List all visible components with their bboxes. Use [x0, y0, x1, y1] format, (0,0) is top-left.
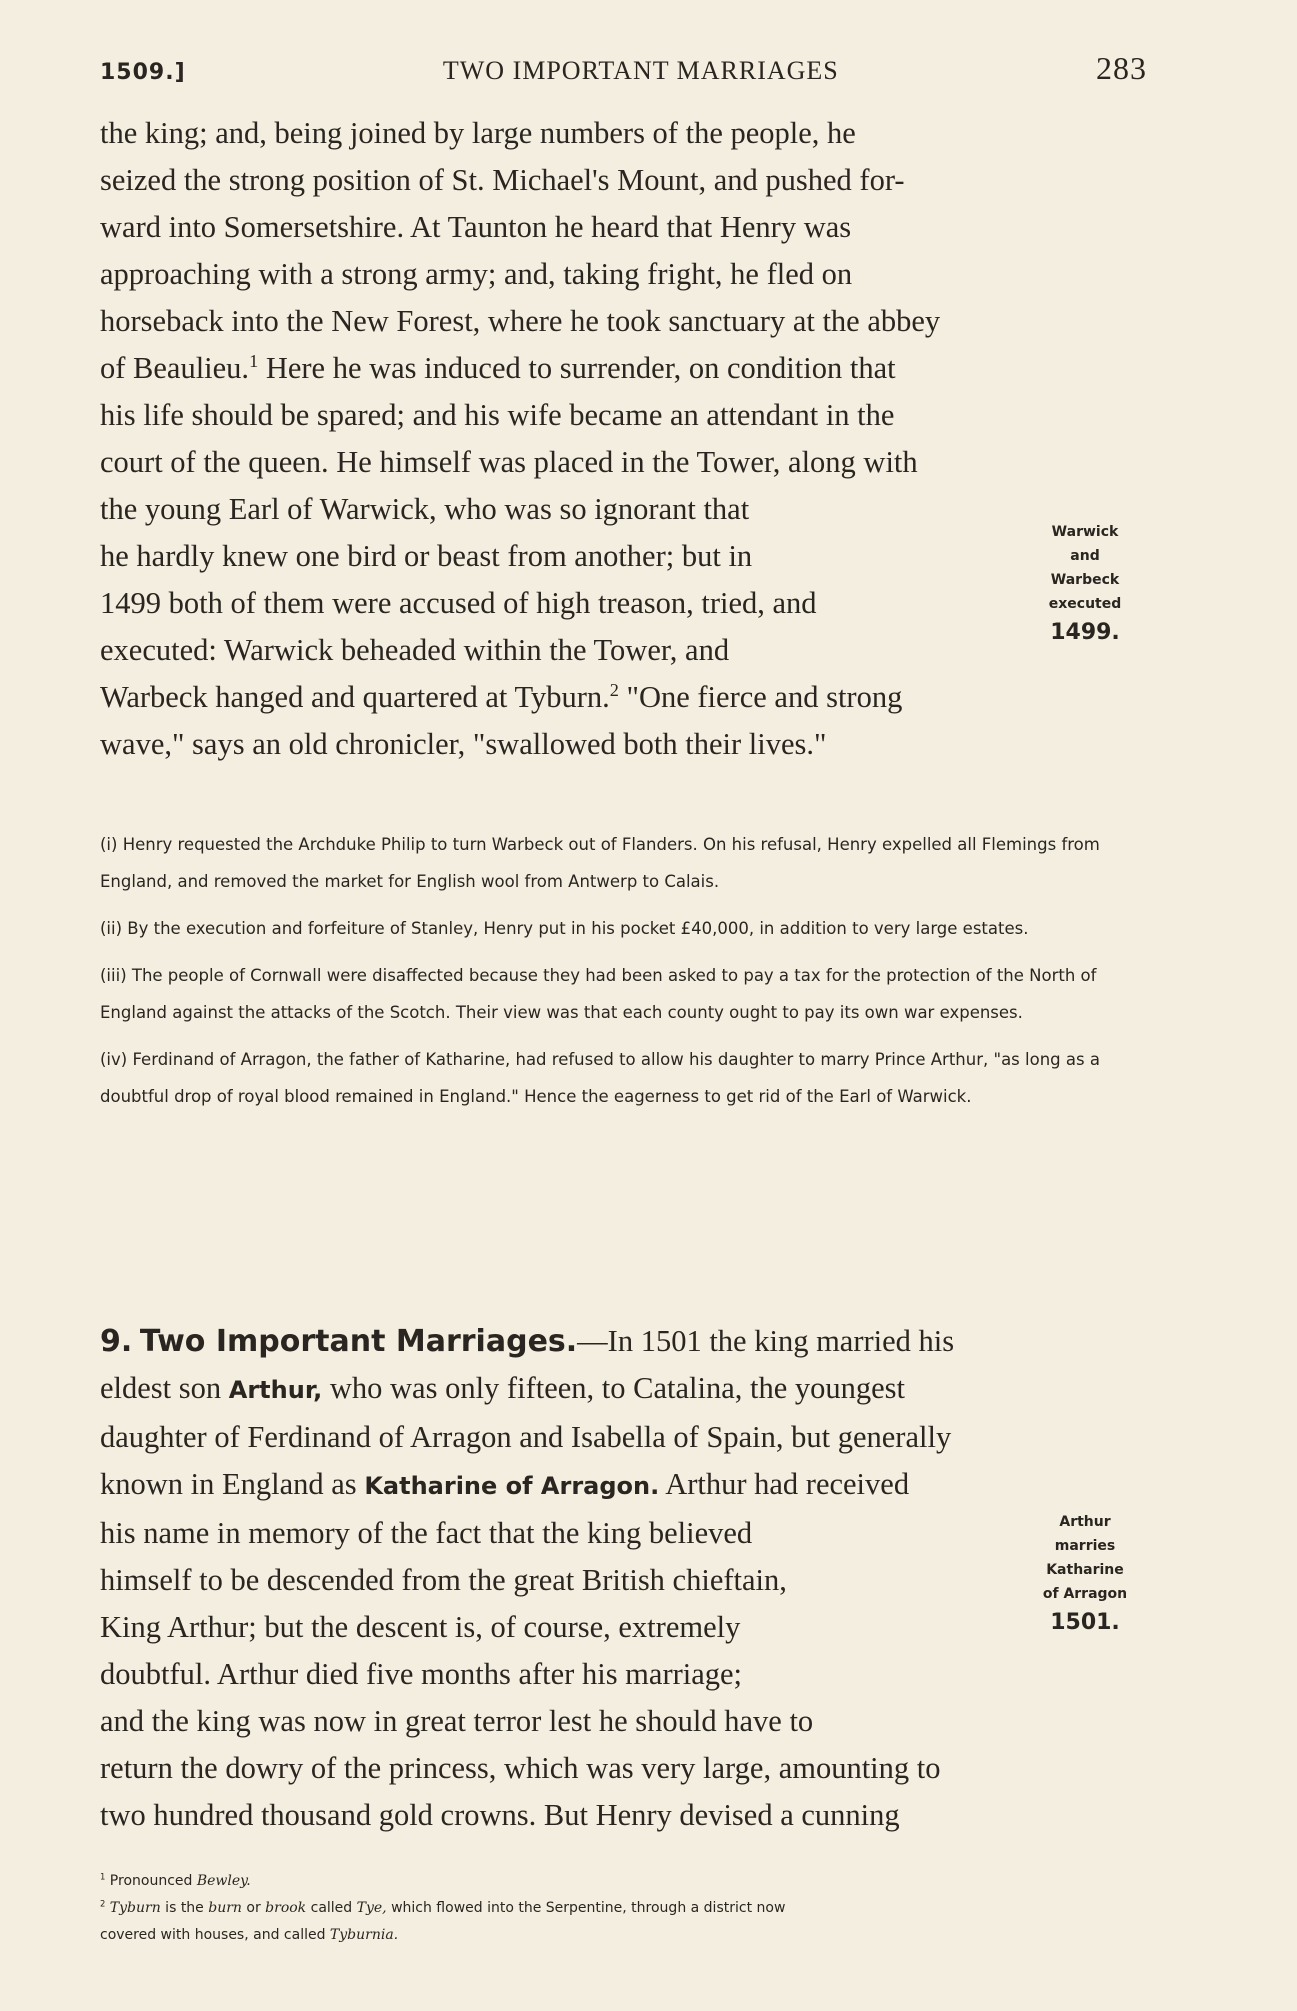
footnote-italic: Tyburn [109, 1900, 161, 1916]
running-head [100, 50, 1147, 87]
text-line: two hundred thousand gold crowns. But Henry devised a cunning [100, 1798, 900, 1832]
text-line [100, 1461, 1140, 1510]
margin-note-line: Warbeck [1050, 572, 1120, 588]
margin-note-line: of Arragon [1042, 1586, 1128, 1602]
footnote-number: 1 [100, 1871, 106, 1882]
text-fragment: Warbeck hanged and quartered at Tyburn. [100, 680, 610, 714]
margin-note-year: 1501. [1050, 1610, 1120, 1635]
text-line: return the dowry of the princess, which was very large, amounting to [100, 1751, 941, 1785]
footnote-2-cont [100, 1922, 1140, 1949]
margin-note-year: 1499. [1050, 620, 1120, 645]
header-title: TWO IMPORTANT MARRIAGES [442, 56, 839, 85]
name-arthur: Arthur, [228, 1376, 323, 1404]
text-line [100, 345, 1140, 392]
footnote-italic: Tye, [356, 1900, 387, 1916]
footnote-1 [100, 1868, 1140, 1895]
text-line: the king; and, being joined by large numbers of the people, he [100, 116, 856, 150]
section-title: Two Important Marriages. [139, 1324, 578, 1359]
text-line: his life should be spared; and his wife became an attendant in the [100, 398, 895, 432]
paragraph-1 [100, 110, 1140, 768]
margin-note-line: marries [1054, 1538, 1116, 1554]
section-number: 9. [100, 1324, 133, 1359]
footnote-ref-1: 1 [249, 350, 259, 371]
text-fragment: eldest son [100, 1371, 229, 1405]
text-line: King Arthur; but the descent is, of course, extremely [100, 1610, 741, 1644]
footnote-italic: Bewley. [196, 1873, 251, 1889]
text-fragment: "One fierce and strong [618, 680, 903, 714]
text-fragment: who was only fifteen, to Catalina, the youngest [322, 1371, 906, 1405]
footnote-number: 2 [100, 1898, 106, 1909]
note-item: (ii) By the execution and forfeiture of Stanley, Henry put in his pocket £40,000, in addition to very large estates. [100, 919, 1029, 938]
footnote-text: which flowed into the Serpentine, through a district now [386, 1900, 786, 1916]
notes-block [100, 826, 1140, 1125]
footnote-text: is the [160, 1900, 209, 1916]
footnote-2 [100, 1895, 1140, 1922]
text-line [100, 1318, 1140, 1365]
margin-note-line: Arthur [1059, 1514, 1111, 1530]
text-line: daughter of Ferdinand of Arragon and Isabella of Spain, but generally [100, 1420, 952, 1454]
footnote-italic: brook [265, 1900, 307, 1916]
text-line [100, 1365, 1140, 1414]
note-item: (iv) Ferdinand of Arragon, the father of Katharine, had refused to allow his daughter to marry Prince Arthur, "as long as a doubtful drop of royal blood remained in England." Hence the eagerness to get rid of the Earl of Warwick. [100, 1050, 1100, 1106]
text-line: himself to be descended from the great British chieftain, [100, 1563, 787, 1597]
footnote-text: Pronounced [109, 1873, 197, 1889]
text-fragment: Arthur had received [659, 1467, 910, 1501]
text-fragment: of Beaulieu. [100, 351, 250, 385]
text-fragment: —In 1501 the king married his [577, 1324, 955, 1358]
text-line: and the king was now in great terror lest he should have to [100, 1704, 814, 1738]
name-katharine: Katharine of Arragon. [364, 1472, 660, 1500]
text-line: horseback into the New Forest, where he took sanctuary at the abbey [100, 304, 941, 338]
text-line: 1499 both of them were accused of high treason, tried, and [100, 586, 817, 620]
note-item: (i) Henry requested the Archduke Philip to turn Warbeck out of Flanders. On his refusal, Henry expelled all Flemings from England, and removed the market for English wool from Antwerp to Calais. [100, 835, 1100, 891]
text-line [100, 674, 1140, 721]
text-line: doubtful. Arthur died five months after his marriage; [100, 1657, 743, 1691]
footnote-ref-2: 2 [609, 679, 619, 700]
text-fragment: known in England as [100, 1467, 365, 1501]
note-item: (iii) The people of Cornwall were disaffected because they had been asked to pay a tax for the protection of the North of England against the attacks of the Scotch. Their view was that each county ought to pay its own war expenses. [100, 966, 1097, 1022]
text-line: wave," says an old chronicler, "swallowed both their lives." [100, 727, 827, 761]
margin-note-line: executed [1048, 596, 1122, 612]
margin-note-line: Katharine [1046, 1562, 1124, 1578]
footnote-text: or [241, 1900, 266, 1916]
margin-note-warwick [1010, 520, 1160, 650]
header-year: 1509.] [100, 60, 186, 85]
text-fragment: Here he was induced to surrender, on condition that [258, 351, 896, 385]
text-line: ward into Somersetshire. At Taunton he heard that Henry was [100, 210, 852, 244]
footnote-text: covered with houses, and called [100, 1927, 330, 1943]
text-line: seized the strong position of St. Michael's Mount, and pushed for- [100, 163, 905, 197]
margin-note-arthur [1010, 1510, 1160, 1640]
footnote-italic: burn [208, 1900, 242, 1916]
section-9 [100, 1318, 1140, 1839]
text-line: he hardly knew one bird or beast from another; but in [100, 539, 753, 573]
text-line: approaching with a strong army; and, taking fright, he fled on [100, 257, 853, 291]
text-line: his name in memory of the fact that the king believed [100, 1516, 753, 1550]
margin-note-line: Warwick [1051, 524, 1119, 540]
margin-note-line: and [1070, 548, 1100, 564]
footnote-italic: Tyburnia. [329, 1927, 399, 1943]
text-line: executed: Warwick beheaded within the Tower, and [100, 633, 730, 667]
page-number: 283 [1095, 50, 1147, 86]
text-line: the young Earl of Warwick, who was so ignorant that [100, 492, 750, 526]
footnotes [100, 1868, 1140, 1949]
text-line: court of the queen. He himself was placed in the Tower, along with [100, 445, 918, 479]
footnote-text: called [306, 1900, 357, 1916]
